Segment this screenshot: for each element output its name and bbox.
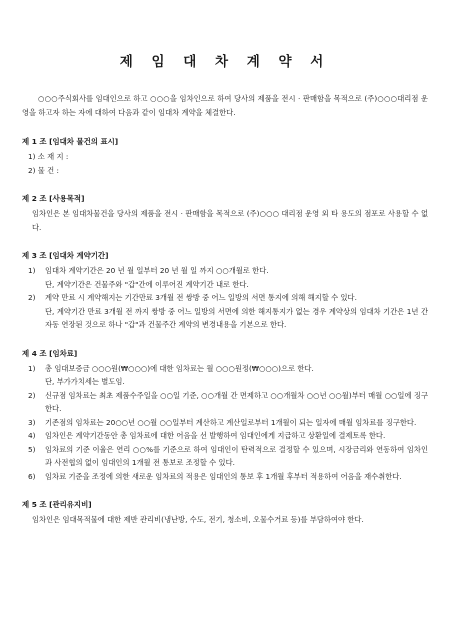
item-text: 임차료 기준을 조정에 의한 새로운 임차료의 적용은 임대인의 통보 후 1개월 후부터 적용하여 어음을 재수취한다. [45,471,402,481]
item-number: 2) [28,390,36,400]
article-1-line-property: 2) 물 건 : [28,165,60,175]
item-number: 1) [28,266,36,275]
article-4-item-1 [22,362,428,376]
article-2-title: 제 2 조 [사용목적] [22,194,85,203]
article-3-title: 제 3 조 [임대차 계약기간] [22,251,109,260]
article-2-text: 임차인은 본 임대차물건을 당사의 제품을 전시 · 판매함을 목적으로 (주)○○○ 대리점 운영 외 타 용도의 점포로 사용할 수 없다. [32,209,428,232]
article-3-item-2 [22,291,428,305]
article-4 [22,348,428,484]
item-text: 임차인은 계약기간동안 총 임차료에 대한 어음을 선 발행하여 임대인에게 지급하고 상환일에 결제토록 한다. [45,431,386,440]
item-number: 5) [28,444,36,454]
article-4-title: 제 4 조 [임차료] [22,348,78,358]
item-number: 3) [28,417,36,427]
item-number: 4) [28,431,36,440]
article-4-item-6 [22,470,428,484]
article-1-title: 제 1 조 [임대차 물건의 표시] [22,137,119,146]
item-text: 총 임대보증금 ○○○원(₩○○○)에 대한 임차료는 월 ○○○원정(₩○○○)으로 한다. [45,363,314,373]
article-1 [22,136,428,177]
article-1-line-location: 1) 소 재 지 : [28,152,69,161]
article-5-text: 임차인은 임대목적물에 대한 제반 관리비(냉난방, 수도, 전기, 청소비, 오물수거료 등)를 부담하여야 한다. [32,515,364,524]
article-3 [22,250,428,332]
article-2 [22,193,428,234]
article-4-item-4 [22,429,428,443]
article-3-note-2: 단, 계약기간 만료 3개월 전 까지 쌍방 중 어느 일방의 서면에 의한 해지통지가 없는 경우 계약상의 임대차 기간은 1년 간 자동 연장된 것으로 하나 "갑"과 건물주간 계약의 변경내용을 기본으로 한다. [45,306,428,329]
document-title: 제 임 대 차 계 약 서 [119,54,331,70]
article-4-item-5 [22,443,428,470]
item-text: 임대차 계약기간은 20 년 월 일부터 20 년 월 일 까지 ○○개월로 한다. [45,266,269,275]
article-3-note-1: 단, 계약기간은 건물주와 "갑"간에 이루어진 계약기간 내로 한다. [45,279,249,289]
intro-paragraph: ○○○주식회사를 임대인으로 하고 ○○○을 임차인으로 하여 당사의 제품을 전시 · 판매함을 목적으로 (주)○○○대리점 운영을 하고자 하는 자에 대하여 다음과 같이 임대차 계약을 체결한다. [22,94,428,117]
article-5-title: 제 5 조 [관리유지비] [22,500,92,509]
item-text: 계약 만료 시 계약해지는 기간만료 3개월 전 쌍방 중 어느 일방의 서면 통지에 의해 해지할 수 있다. [45,293,357,302]
article-4-note-vat: 단, 부가가치세는 별도임. [45,377,125,386]
item-number: 6) [28,471,36,481]
article-4-item-2 [22,389,428,416]
article-5 [22,499,428,527]
item-text: 신규점 임차료는 최초 제품수주일을 ○○일 기준, ○○개월 간 면제하고 ○○개월차 ○○년 ○○월)부터 매월 ○○일에 징구한다. [45,390,428,413]
article-3-item-1 [22,264,428,278]
article-4-item-3 [22,416,428,430]
item-text: 임차료의 기준 이율은 연리 ○○%를 기준으로 하여 임대인이 탄력적으로 결정할 수 있으며, 시장금리와 연동하여 임차인과 사전협의 없이 임대인의 1개월 전 통보로 조정할 수 있다. [45,444,428,467]
item-number: 1) [28,363,36,373]
item-text: 기존점의 임차료는 20○○년 ○○월 ○○일부터 계산하고 계산일로부터 1개월이 되는 일자에 매월 임차료를 징구한다. [45,417,417,427]
item-number: 2) [28,293,36,302]
